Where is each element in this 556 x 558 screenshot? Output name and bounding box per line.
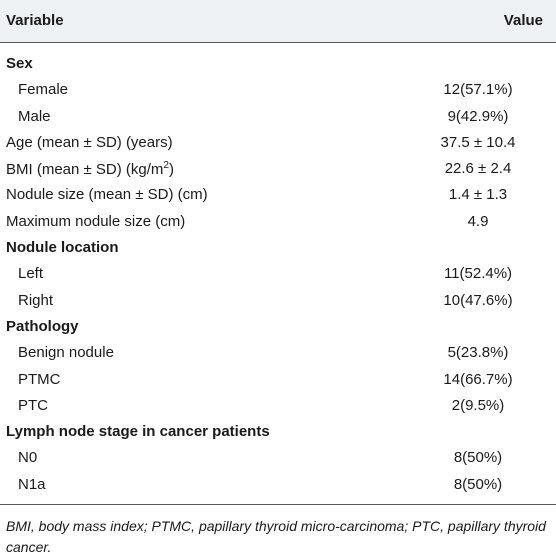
row-label-tail: ) bbox=[168, 161, 174, 179]
table-row-pathology bbox=[0, 314, 556, 340]
row-label: Male bbox=[18, 107, 51, 125]
row-label: Pathology bbox=[6, 317, 79, 335]
row-label: Left bbox=[18, 265, 44, 283]
row-value: 1.4 ± 1.3 bbox=[448, 186, 508, 204]
row-value: 12(57.1%) bbox=[443, 81, 513, 99]
row-value: 22.6 ± 2.4 bbox=[444, 160, 512, 178]
table-row-sex bbox=[0, 51, 556, 77]
row-label: Right bbox=[18, 291, 54, 309]
row-label: PTMC bbox=[18, 370, 61, 388]
row-value: 14(66.7%) bbox=[443, 370, 513, 388]
row-label: N0 bbox=[18, 449, 38, 467]
row-value: 4.9 bbox=[467, 212, 489, 230]
row-value: 2(9.5%) bbox=[451, 396, 505, 414]
row-label: Maximum nodule size (cm) bbox=[6, 212, 186, 230]
row-label: Lymph node stage in cancer patients bbox=[6, 423, 270, 441]
row-label-superscript: 2 bbox=[163, 160, 169, 172]
row-label bbox=[6, 160, 174, 178]
row-label: Sex bbox=[6, 55, 33, 72]
table-footnote: BMI, body mass index; PTMC, papillary thyroid micro-carcinoma; PTC, papillary thyroid cancer. bbox=[6, 518, 546, 555]
table-row-right bbox=[0, 288, 556, 314]
row-label: Female bbox=[18, 81, 69, 99]
row-label: PTC bbox=[18, 396, 48, 414]
row-label: Benign nodule bbox=[18, 344, 114, 362]
table-row-female bbox=[0, 77, 556, 103]
row-label: N1a bbox=[18, 475, 46, 493]
row-label-text: BMI (mean ± SD) (kg/m bbox=[6, 161, 164, 179]
table-row-age bbox=[0, 130, 556, 156]
table-row-benign-nodule bbox=[0, 340, 556, 366]
row-value: 8(50%) bbox=[453, 475, 503, 493]
table-row-ptc bbox=[0, 393, 556, 419]
table-row-bmi bbox=[0, 156, 556, 182]
table-row-n0 bbox=[0, 445, 556, 471]
table-row-nodule-location bbox=[0, 235, 556, 261]
table-row-ptmc bbox=[0, 367, 556, 393]
table-row-n1a bbox=[0, 472, 556, 498]
row-label: Nodule size (mean ± SD) (cm) bbox=[6, 186, 208, 204]
header-variable: Variable bbox=[6, 12, 64, 29]
row-value: 9(42.9%) bbox=[447, 107, 509, 125]
table-row-nodule-size bbox=[0, 182, 556, 208]
table-row-left bbox=[0, 261, 556, 287]
header-value: Value bbox=[503, 12, 543, 29]
table-row-lymph-node-stage bbox=[0, 419, 556, 445]
row-value: 37.5 ± 10.4 bbox=[440, 133, 516, 151]
row-value: 5(23.8%) bbox=[447, 344, 509, 362]
table-header bbox=[0, 0, 556, 43]
table-row-max-nodule-size bbox=[0, 209, 556, 235]
row-value: 10(47.6%) bbox=[443, 291, 513, 309]
row-value: 11(52.4%) bbox=[443, 265, 513, 283]
row-label: Nodule location bbox=[6, 239, 119, 257]
row-value: 8(50%) bbox=[453, 449, 503, 467]
table-bottom-rule bbox=[0, 504, 556, 505]
row-label: Age (mean ± SD) (years) bbox=[6, 133, 173, 151]
table-row-male bbox=[0, 104, 556, 130]
